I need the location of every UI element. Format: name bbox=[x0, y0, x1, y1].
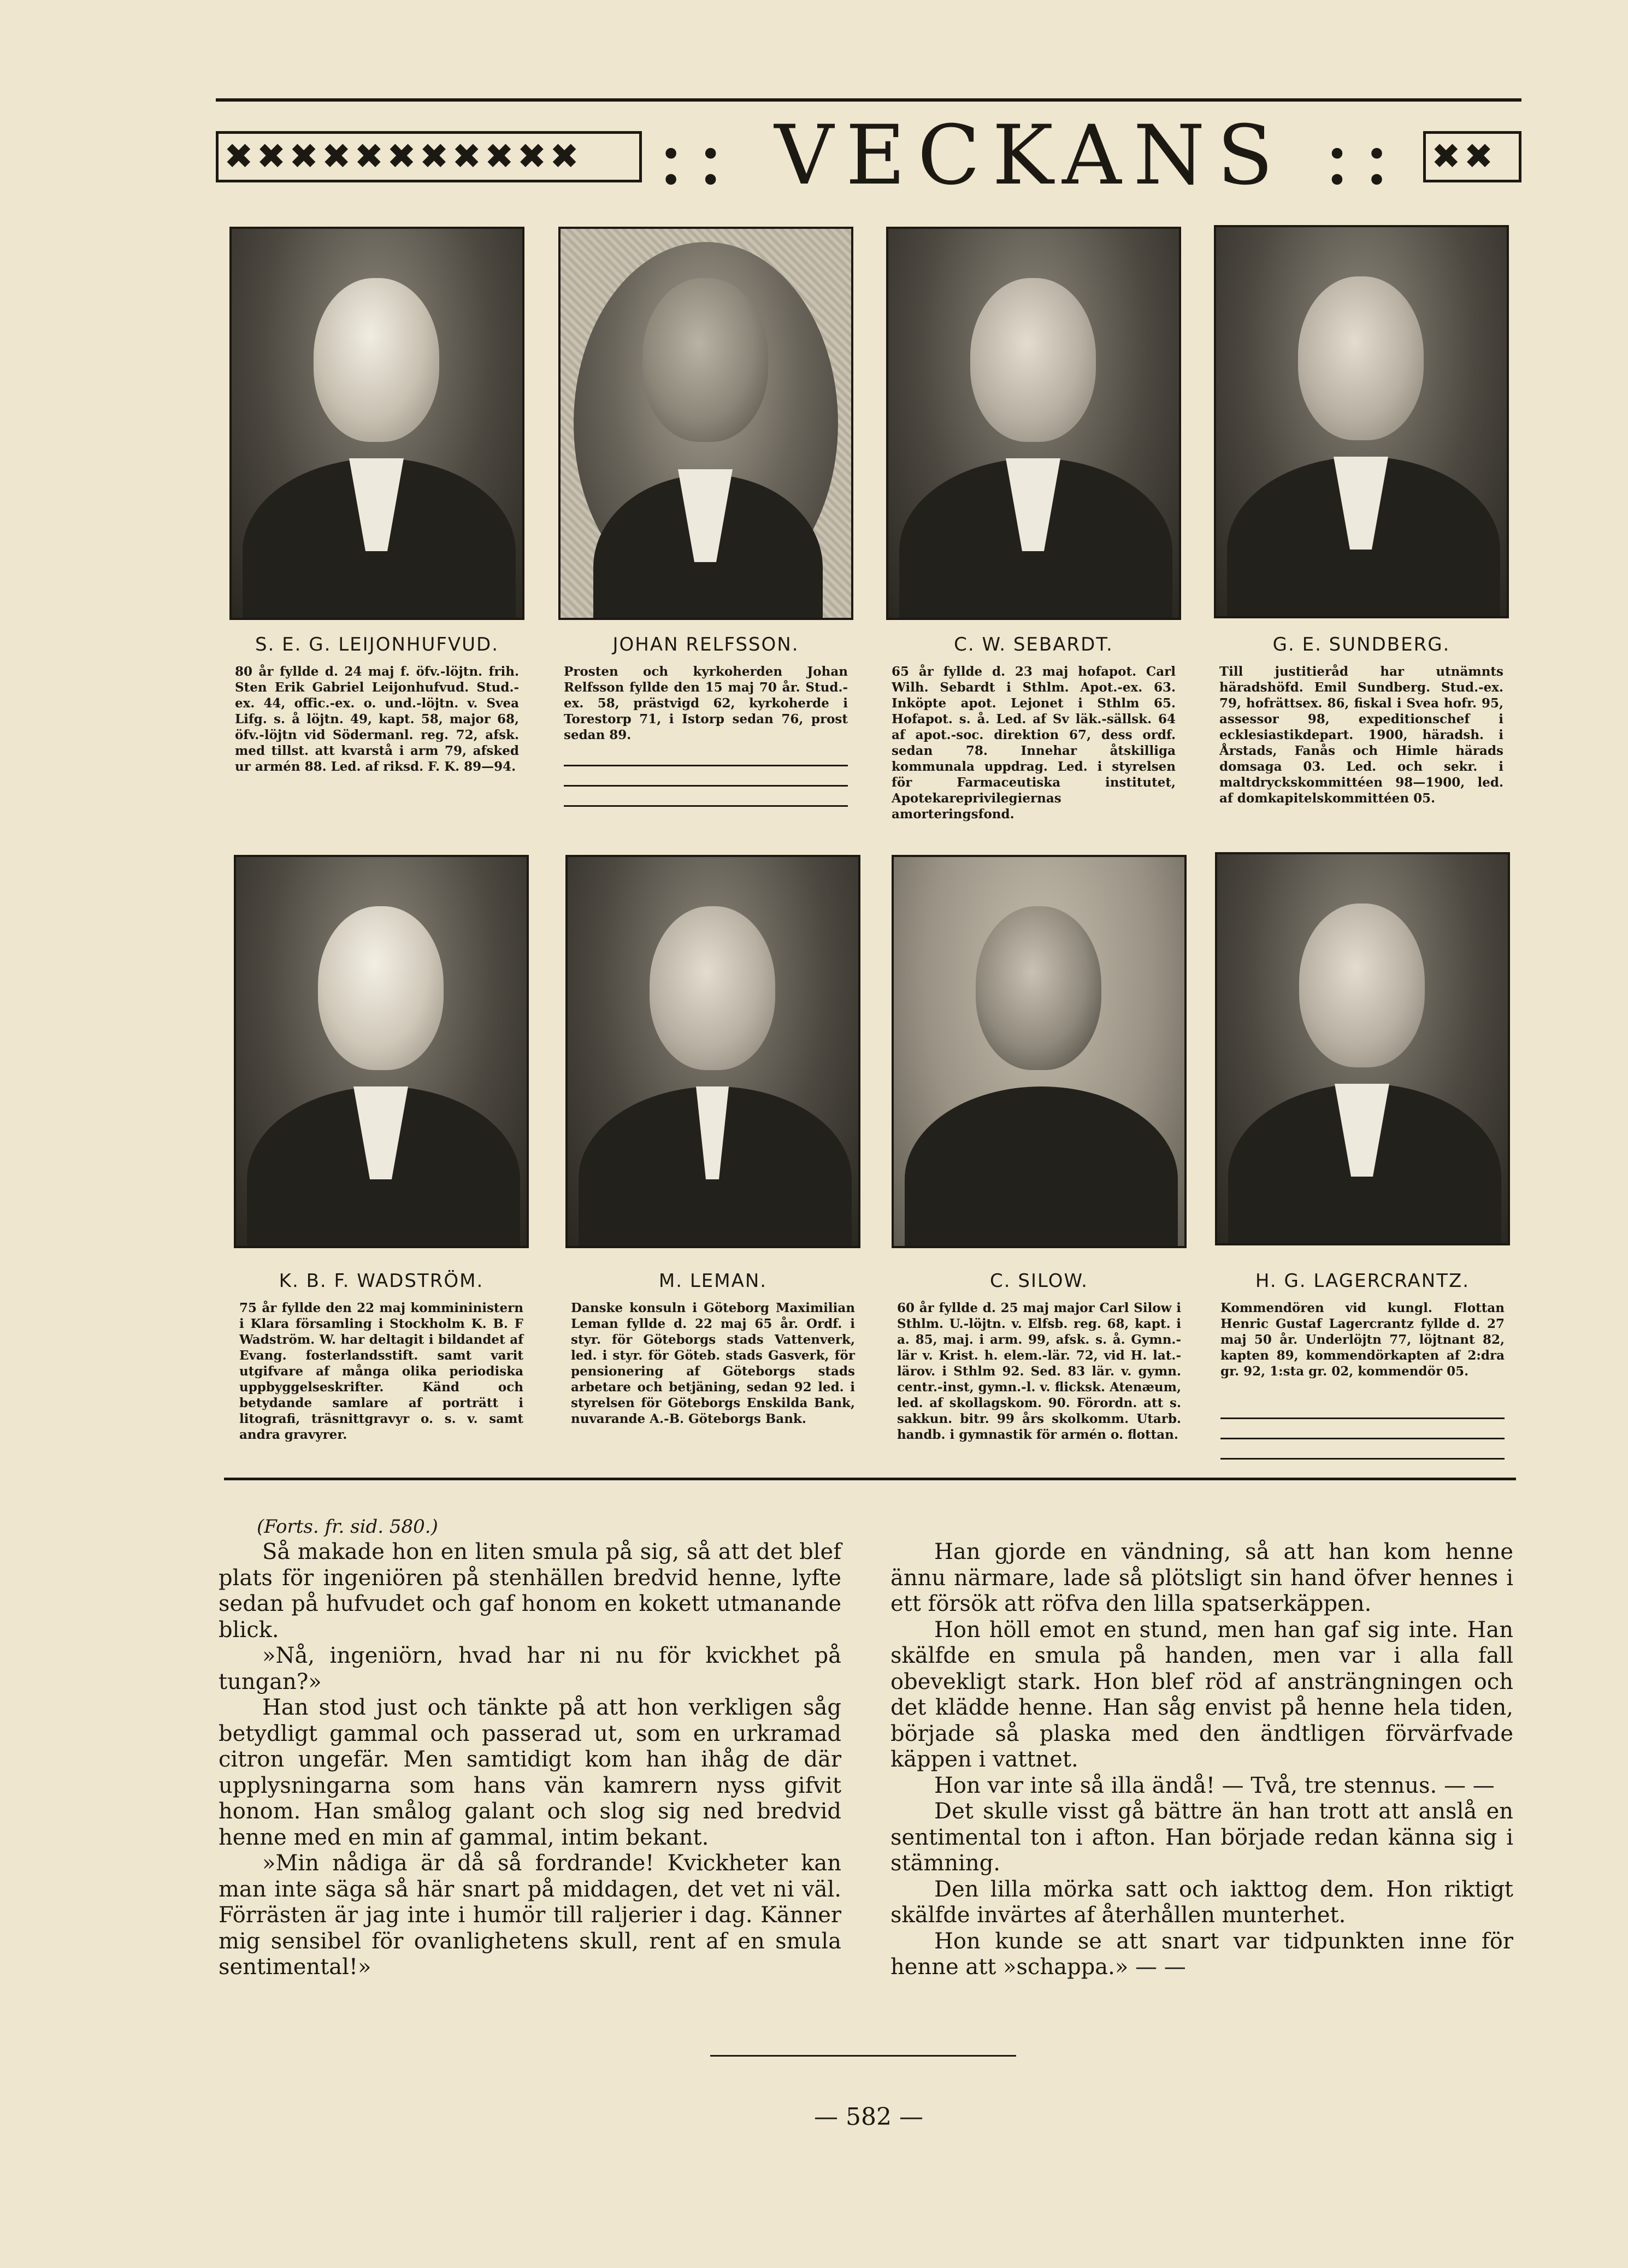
page-header bbox=[216, 98, 1521, 203]
portrait-head bbox=[314, 278, 439, 442]
bio-filler-lines bbox=[1220, 1418, 1505, 1478]
story-paragraph: Så makade hon en liten smula på sig, så att det blef plats för ingeniören på stenhällen bredvid henne, lyfte sedan på hufvudet och gaf honom en kokett utmanande blick. bbox=[219, 1539, 841, 1643]
portrait-bio: Danske konsuln i Göteborg Maximilian Leman fyllde d. 22 maj 65 år. Ordf. i styr. för Göteborgs stads Vattenverk, led. i styr. för Göteb. stads Gasverk, för pensionering af Göteborgs stads arbetare och betjäning, sedan 92 led. i styrelsen för Göteborgs Enskilda Bank, nuvarande A.-B. Göteborgs Bank. bbox=[571, 1301, 855, 1426]
portrait-photo bbox=[886, 227, 1181, 620]
ornament-left: ✖✖✖✖✖✖✖✖✖✖✖ bbox=[224, 137, 582, 177]
footer-rule bbox=[710, 2055, 1016, 2057]
header-rule bbox=[216, 98, 1521, 102]
portrait-name: C. SILOW. bbox=[990, 1270, 1088, 1292]
portrait-bio: 60 år fyllde d. 25 maj major Carl Silow i Sthlm. U.-löjtn. v. Elfsb. reg. 68, kapt. i a. 85, maj. i arm. 99, afsk. s. å. Gymn.-lär v. Krist. h. elem.-lär. 72, vid H. lat.-lärov. i Sthlm 92. Sed. 83 lär. v. gymn. centr.-inst, gymn.-l. v. flicksk. Atenæum, led. af skollagskom. 90. Förordn. att s. sakkun. bitr. 99 års skolkomm. Utarb. handb. i gymnastik för armén o. flottan. bbox=[897, 1301, 1181, 1442]
continuation-note: (Forts. fr. sid. 580.) bbox=[257, 1516, 438, 1538]
portrait-bio: Till justitieråd har utnämnts häradshöfd. Emil Sundberg. Stud.-ex. 79, hofrättsex. 86, fiskal i Svea hofr. 95, assessor 98, expeditionschef i ecklesiastikdepart. 1900, häradsh. i Årstads, Fanås och Himle härads domsaga 03. Led. och sekr. i maltdryckskommittéen 98—1900, led. af domkapitelskommittéen 05. bbox=[1219, 664, 1503, 806]
portrait-name: C. W. SEBARDT. bbox=[954, 634, 1113, 655]
portrait-head bbox=[976, 906, 1101, 1070]
story-paragraph: Han gjorde en vändning, så att han kom henne ännu närmare, lade så plötsligt sin hand öfver hennes i ett försök att röfva den lilla spatserkäppen. bbox=[890, 1539, 1513, 1616]
portrait-name: M. LEMAN. bbox=[658, 1270, 768, 1292]
portrait-name: K. B. F. WADSTRÖM. bbox=[279, 1270, 484, 1292]
portrait-photo bbox=[1214, 225, 1509, 618]
story-column-right bbox=[890, 1539, 1513, 1981]
portrait-head bbox=[318, 906, 444, 1070]
story-paragraph: Den lilla mörka satt och iakttog dem. Hon riktigt skälfde invärtes af återhållen munterhet. bbox=[890, 1876, 1513, 1928]
story-column-left bbox=[219, 1539, 841, 1981]
page-number: — 582 — bbox=[814, 2103, 923, 2131]
ornament-right-box bbox=[1423, 131, 1521, 182]
ornament-right: ✖✖ bbox=[1431, 137, 1497, 177]
portrait-photo bbox=[558, 227, 853, 620]
portrait-head bbox=[642, 278, 768, 442]
portrait-head bbox=[1298, 276, 1424, 440]
section-divider bbox=[224, 1478, 1516, 1480]
portrait-head bbox=[1299, 903, 1425, 1067]
story-paragraph: Hon höll emot en stund, men han gaf sig inte. Han skälfde en smula på handen, men var i alla fall obevekligt stark. Hon blef röd af ansträngningen och det klädde henne. Han såg envist på henne hela tiden, började så plaska med den ändtligen förvärfvade käppen i vattnet. bbox=[890, 1617, 1513, 1772]
bio-filler-lines bbox=[564, 765, 848, 825]
page-title: :: VECKANS :: bbox=[657, 108, 1403, 203]
portrait-name: H. G. LAGERCRANTZ. bbox=[1255, 1270, 1470, 1292]
portrait-bio: Kommendören vid kungl. Flottan Henric Gustaf Lagercrantz fyllde d. 27 maj 50 år. Underlöjtn 77, löjtnant 82, kapten 89, kommendörkapten af 2:dra gr. 92, 1:sta gr. 02, kommendör 05. bbox=[1220, 1301, 1505, 1379]
story-paragraph: Det skulle visst gå bättre än han trott att anslå en sentimental ton i afton. Han började redan känna sig i stämning. bbox=[890, 1799, 1513, 1876]
story-paragraph: »Nå, ingeniörn, hvad har ni nu för kvickhet på tungan?» bbox=[219, 1643, 841, 1694]
story-paragraph: Hon kunde se att snart var tidpunkten inne för henne att »schappa.» — — bbox=[890, 1928, 1513, 1980]
portrait-photo bbox=[892, 855, 1187, 1248]
portrait-head bbox=[970, 278, 1096, 442]
portrait-body bbox=[905, 1086, 1178, 1248]
portrait-bio: Prosten och kyrkoherden Johan Relfsson fyllde den 15 maj 70 år. Stud.-ex. 58, prästvigd 62, kyrkoherde i Torestorp 71, i Istorp sedan 76, prost sedan 89. bbox=[564, 664, 848, 742]
portrait-bio: 65 år fyllde d. 23 maj hofapot. Carl Wilh. Sebardt i Sthlm. Apot.-ex. 63. Inköpte apot. Lejonet i Sthlm 65. Hofapot. s. å. Led. af Sv läk.-sällsk. 64 af apot.-soc. direktion 67, dess ordf. sedan 78. Innehar åtskilliga kommunala uppdrag. Led. i styrelsen för Farmaceutiska institutet, Apotekareprivilegiernas amorteringsfond. bbox=[892, 664, 1176, 822]
ornament-left-box bbox=[216, 131, 642, 182]
portrait-head bbox=[650, 906, 775, 1070]
portrait-bio: 80 år fyllde d. 24 maj f. öfv.-löjtn. frih. Sten Erik Gabriel Leijonhufvud. Stud.-ex. 44, offic.-ex. o. und.-löjtn. v. Svea Lifg. s. å löjtn. 49, kapt. 58, major 68, öfv.-löjtn vid Södermanl. reg. 72, afsk. med tillst. att kvarstå i arm 79, afsked ur armén 88. Led. af riksd. F. K. 89—94. bbox=[235, 664, 519, 774]
portrait-photo bbox=[565, 855, 860, 1248]
portrait-name: JOHAN RELFSSON. bbox=[612, 634, 799, 655]
portrait-photo bbox=[229, 227, 524, 620]
story-paragraph: »Min nådiga är då så fordrande! Kvickheter kan man inte säga så här snart på middagen, det vet ni väl. Förrästen är jag inte i humör till raljerier i dag. Känner mig sensibel för ovanlighetens skull, rent af en smula sentimental!» bbox=[219, 1851, 841, 1980]
portrait-name: G. E. SUNDBERG. bbox=[1272, 634, 1450, 655]
portrait-photo bbox=[234, 855, 529, 1248]
story-paragraph: Hon var inte så illa ändå! — Två, tre stennus. — — bbox=[934, 1773, 1495, 1798]
story-paragraph: Han stod just och tänkte på att hon verkligen såg betydligt gammal och passerad ut, som en urkramad citron ungefär. Men samtidigt kom han ihåg de där upplysningarna som hans vän kamrern nyss gifvit honom. Han smålog galant och slog sig ned bredvid henne med en min af gammal, intim bekant. bbox=[219, 1695, 841, 1850]
portrait-photo bbox=[1215, 852, 1510, 1245]
portrait-name: S. E. G. LEIJONHUFVUD. bbox=[255, 634, 499, 655]
portrait-bio: 75 år fyllde den 22 maj kommininistern i Klara församling i Stockholm K. B. F Wadström. W. har deltagit i bildandet af Evang. fosterlandsstift. samt varit utgifvare af många olika periodiska uppbyggelseskrifter. Känd och betydande samlare af porträtt i litografi, träsnittgravyr o. s. v. samt andra gravyrer. bbox=[239, 1301, 523, 1442]
